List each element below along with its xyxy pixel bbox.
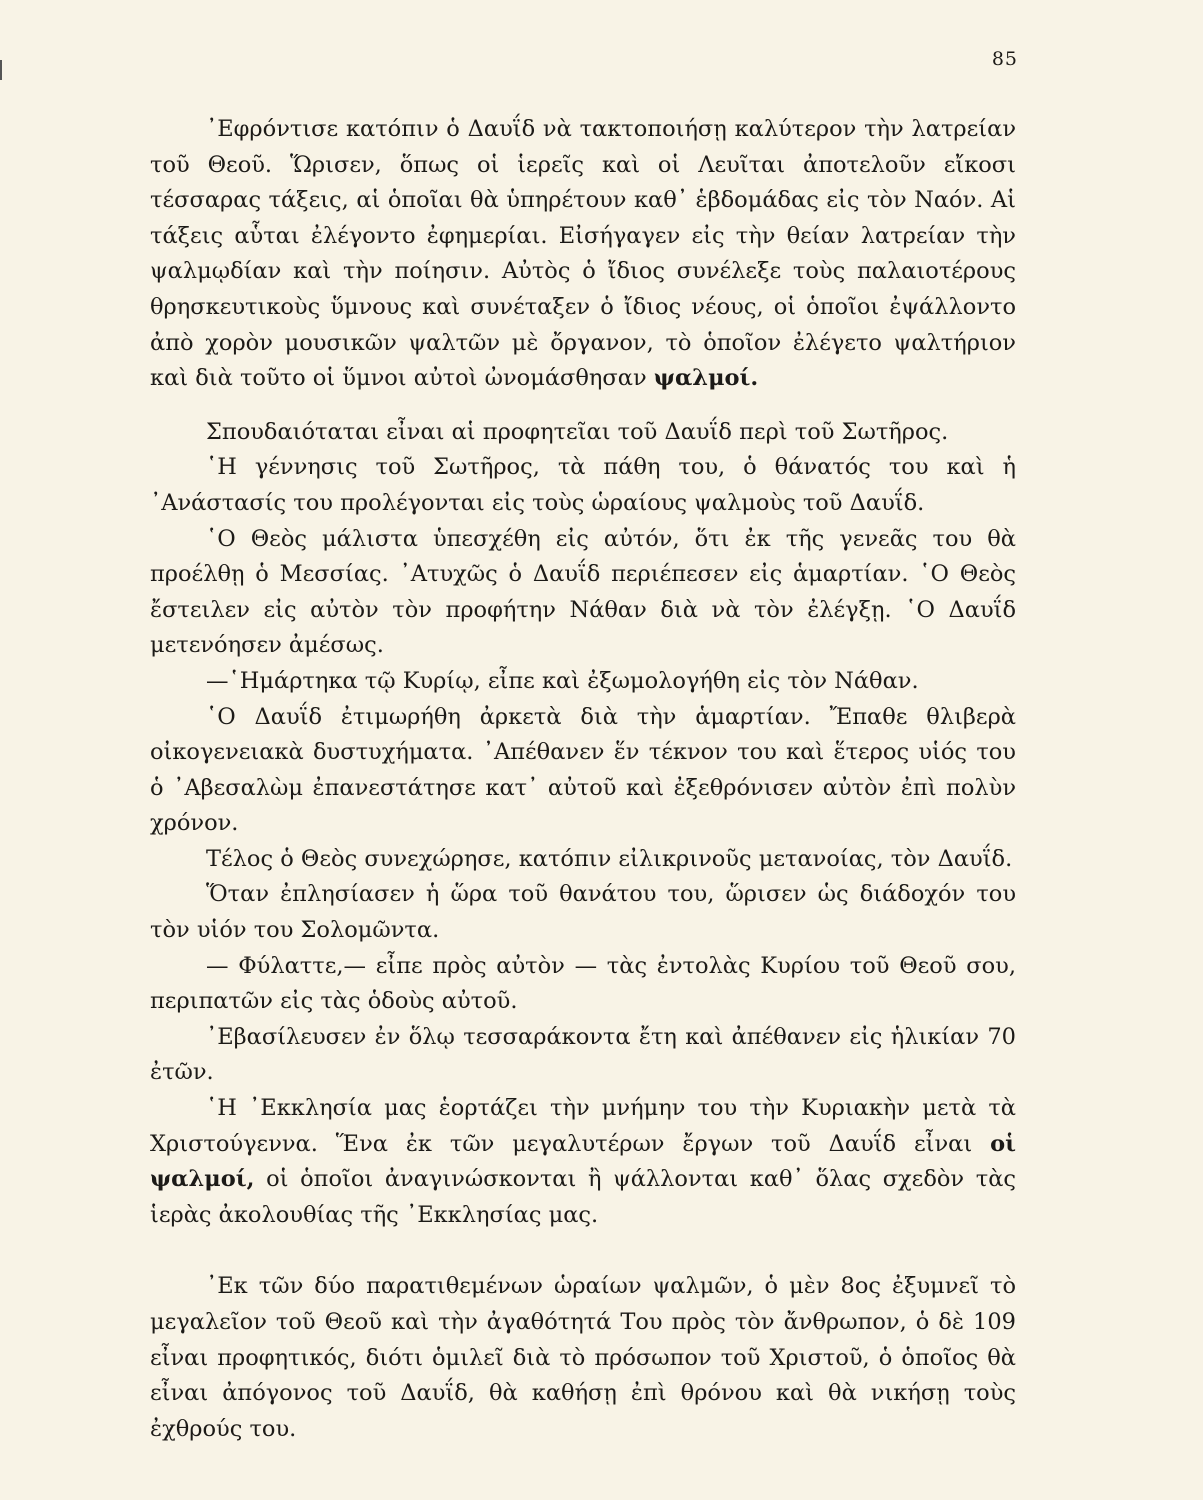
paragraph: Ὅταν ἐπλησίασεν ἡ ὥρα τοῦ θανάτου του, ὥρισεν ὡς διάδοχόν του τὸν υἱόν του Σολομῶντα.: [150, 881, 1016, 944]
paragraph: ᾿Εφρόντισε κατόπιν ὁ Δαυΐδ νὰ τακτοποιήσῃ καλύτερον τὴν λατρείαν τοῦ Θεοῦ. Ὥρισεν, ὅπως οἱ ἱερεῖς καὶ οἱ Λευῖται ἀποτελοῦν εἴκοσι τέσσαρας τάξεις, αἱ ὁποῖαι θὰ ὑπηρέτουν καθ᾿ ἑβδομάδας εἰς τὸν Ναόν. Αἱ τάξεις αὗται ἐλέγοντο ἐφημερίαι. Εἰσήγαγεν εἰς τὴν θείαν λατρείαν τὴν ψαλμῳδίαν καὶ τὴν ποίησιν. Αὐτὸς ὁ ἴδιος συνέλεξε τοὺς παλαιοτέρους θρησκευτικοὺς ὕμνους καὶ συνέταξεν ὁ ἴδιος νέους, οἱ ὁποῖοι ἐψάλλοντο ἀπὸ χορὸν μουσικῶν ψαλτῶν μὲ ὄργανον, τὸ ὁποῖον ἐλέγετο ψαλτήριον καὶ διὰ τοῦτο οἱ ὕμνοι αὐτοὶ ὠνομάσθησαν ψαλμοί.: [150, 116, 1016, 392]
paragraph: ῾Η γέννησις τοῦ Σωτῆρος, τὰ πάθη του, ὁ θάνατός του καὶ ἡ ᾿Ανάστασίς του προλέγονται εἰς τοὺς ὡραίους ψαλμοὺς τοῦ Δαυΐδ.: [150, 454, 1016, 516]
paragraph: ῾Ο Θεὸς μάλιστα ὑπεσχέθη εἰς αὐτόν, ὅτι ἐκ τῆς γενεᾶς του θὰ προέλθῃ ὁ Μεσσίας. ᾿Ατυχῶς ὁ Δαυΐδ περιέπεσεν εἰς ἁμαρτίαν. ῾Ο Θεὸς ἔστειλεν εἰς αὐτὸν τὸν προφήτην Νάθαν διὰ νὰ τὸν ἐλέγξῃ. ῾Ο Δαυΐδ μετενόησεν ἀμέσως.: [150, 525, 1016, 659]
paragraph: ῾Η ᾿Εκκλησία μας ἑορτάζει τὴν μνήμην του τὴν Κυριακὴν μετὰ τὰ Χριστούγεννα. Ἕνα ἐκ τῶν μεγαλυτέρων ἔργων τοῦ Δαυΐδ εἶναι οἱ ψαλμοί, οἱ ὁποῖοι ἀναγινώσκονται ἢ ψάλλονται καθ᾿ ὅλας σχεδὸν τὰς ἱερὰς ἀκολουθίας τῆς ᾿Εκκλησίας μας.: [150, 1095, 1016, 1228]
paragraph: Σπουδαιόταται εἶναι αἱ προφητεῖαι τοῦ Δαυΐδ περὶ τοῦ Σωτῆρος.: [206, 418, 949, 445]
paragraph: ᾿Εκ τῶν δύο παρατιθεμένων ὡραίων ψαλμῶν, ὁ μὲν 8ος ἐξυμνεῖ τὸ μεγαλεῖον τοῦ Θεοῦ καὶ τὴν ἀγαθότητά Του πρὸς τὸν ἄνθρωπον, ὁ δὲ 109 εἶναι προφητικός, διότι ὁμιλεῖ διὰ τὸ πρόσωπον τοῦ Χριστοῦ, ὁ ὁποῖος θὰ εἶναι ἀπόγονος τοῦ Δαυΐδ, θὰ καθήσῃ ἐπὶ θρόνου καὶ θὰ νικήσῃ τοὺς ἐχθρούς του.: [150, 1273, 1016, 1442]
paragraph: Τέλος ὁ Θεὸς συνεχώρησε, κατόπιν εἰλικρινοῦς μετανοίας, τὸν Δαυΐδ.: [206, 845, 1013, 872]
bold-term: ψαλμοί.: [653, 365, 759, 392]
paragraph: ᾿Εβασίλευσεν ἐν ὅλῳ τεσσαράκοντα ἔτη καὶ ἀπέθανεν εἰς ἡλικίαν 70 ἐτῶν.: [150, 1023, 1016, 1086]
body-text: [150, 112, 1016, 1447]
paragraph: —῾Ημάρτηκα τῷ Κυρίῳ, εἶπε καὶ ἐξωμολογήθη εἰς τὸν Νάθαν.: [206, 667, 919, 694]
bold-term: οἱ ψαλμοί,: [150, 1130, 1016, 1193]
paragraph: ῾Ο Δαυΐδ ἐτιμωρήθη ἀρκετὰ διὰ τὴν ἁμαρτίαν. Ἔπαθε θλιβερὰ οἰκογενειακὰ δυστυχήματα. ᾿Απέθανεν ἕν τέκνον του καὶ ἕτερος υἱός του ὁ ᾿Αβεσαλὼμ ἐπανεστάτησε κατ᾿ αὐτοῦ καὶ ἐξεθρόνισεν αὐτὸν ἐπὶ πολὺν χρόνον.: [150, 703, 1016, 837]
paragraph: — Φύλαττε,— εἶπε πρὸς αὐτὸν — τὰς ἐντολὰς Κυρίου τοῦ Θεοῦ σου, περιπατῶν εἰς τὰς ὁδοὺς αὐτοῦ.: [150, 952, 1016, 1015]
page-edge-mark: [0, 60, 2, 80]
page-number: 85: [991, 48, 1018, 70]
